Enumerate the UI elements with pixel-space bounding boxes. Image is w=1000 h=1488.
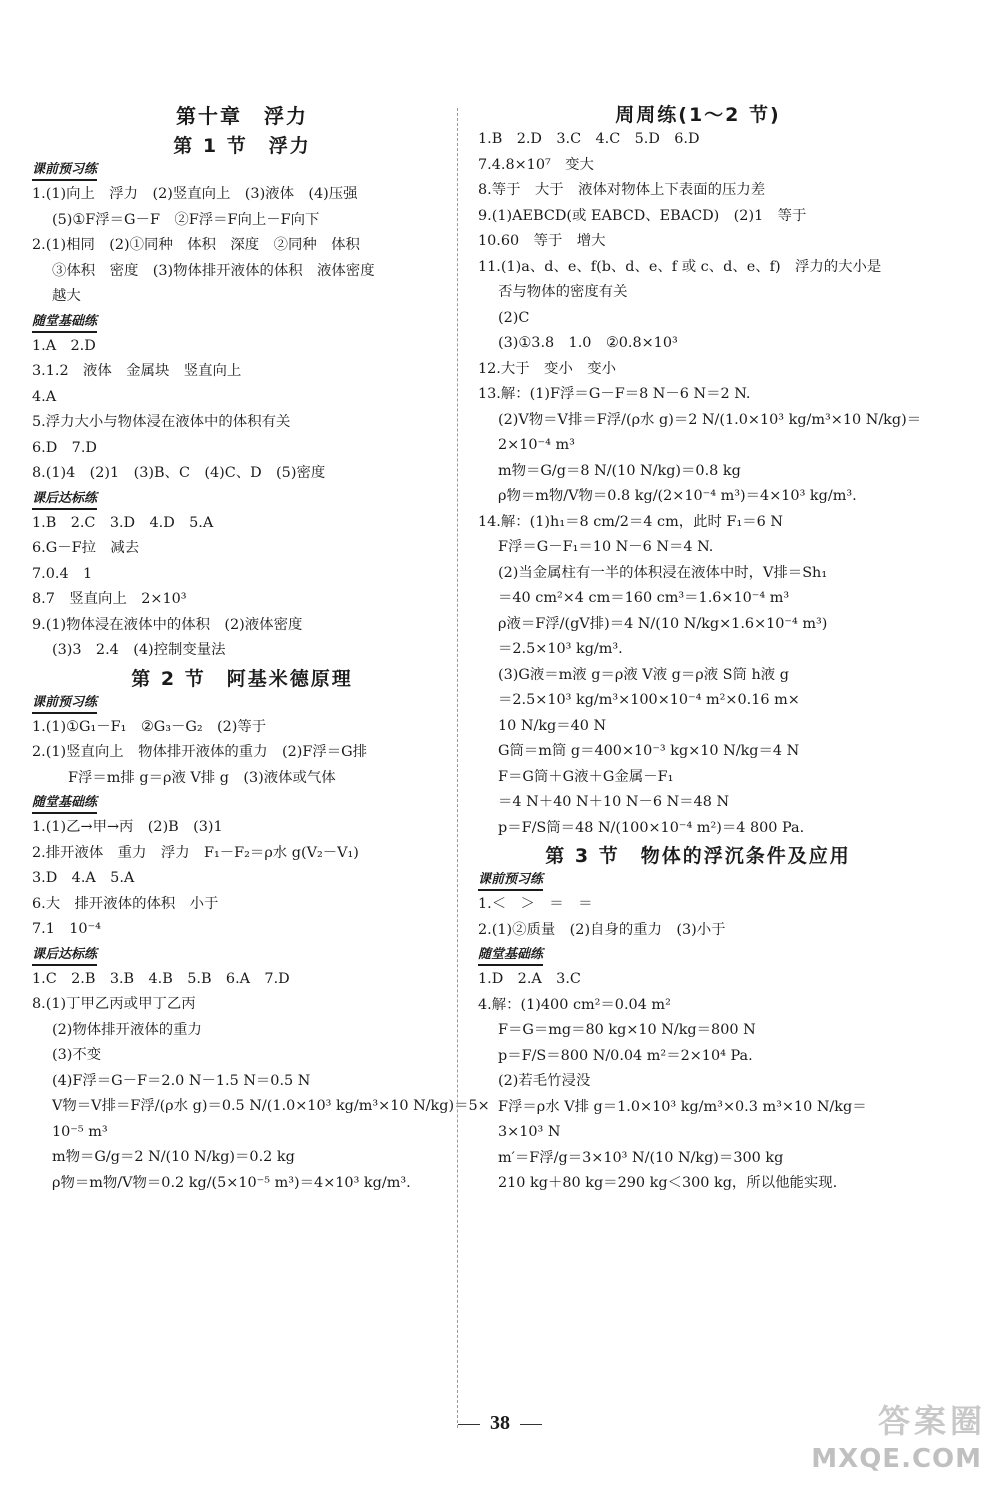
watermark-url: MXQE.COM [811, 1444, 982, 1474]
answer-line: 4.解：(1)400 cm²＝0.04 m² [478, 996, 671, 1013]
answer-line: (2)V物＝V排＝F浮/(ρ水 g)＝2 N/(1.0×10³ kg/m³×10 N/kg)＝ [498, 411, 922, 428]
answer-line: 1.(1)乙→甲→丙 (2)B (3)1 [32, 819, 223, 835]
answer-line: 3×10³ N [498, 1124, 561, 1140]
answer-line: 7.0.4 1 [32, 565, 93, 582]
s3-pre-label: 课前预习练 [478, 871, 543, 891]
answer-line: p＝F/S筒＝48 N/(100×10⁻⁴ m²)＝4 800 Pa. [498, 819, 805, 836]
answer-line: V物＝V排＝F浮/(ρ水 g)＝0.5 N/(1.0×10³ kg/m³×10 N/kg)＝5× [52, 1098, 490, 1114]
answer-line: p＝F/S＝800 N/0.04 m²＝2×10⁴ Pa. [498, 1047, 753, 1064]
answer-line: 6.大 排开液体的体积 小于 [32, 895, 219, 912]
answer-line: 7.4.8×10⁷ 变大 [478, 156, 594, 173]
answer-line: (3)①3.8 1.0 ②0.8×10³ [498, 335, 678, 351]
answer-line: 2.(1)②质量 (2)自身的重力 (3)小于 [478, 921, 726, 938]
answer-line: 否与物体的密度有关 [498, 284, 628, 300]
watermark [802, 1400, 992, 1480]
answer-line: 2.排开液体 重力 浮力 F₁－F₂＝ρ水 g(V₂－V₁) [32, 844, 359, 861]
answer-line: 10⁻⁵ m³ [52, 1123, 108, 1140]
s3-class-label: 随堂基础练 [478, 946, 543, 966]
answer-line: 6.G－F拉 减去 [32, 540, 140, 556]
answer-line: 10.60 等于 增大 [478, 233, 606, 249]
answer-line: 1.C 2.B 3.B 4.B 5.B 6.A 7.D [32, 970, 290, 987]
answer-line: 6.D 7.D [32, 439, 97, 456]
answer-line: (3)不变 [52, 1047, 102, 1063]
s2-class-label: 随堂基础练 [32, 794, 97, 814]
answer-line: (2)C [498, 309, 530, 326]
answer-line: (5)①F浮＝G－F ②F浮＝F向上－F向下 [52, 211, 320, 228]
answer-line: 12.大于 变小 变小 [478, 360, 617, 377]
answer-line: (2)当金属柱有一半的体积浸在液体中时，V排＝Sh₁ [498, 564, 828, 581]
answer-line: 2×10⁻⁴ m³ [498, 437, 575, 453]
answer-line: 1.＜ ＞ ＝ ＝ [478, 896, 593, 912]
answer-line: 8.(1)4 (2)1 (3)B、C (4)C、D (5)密度 [32, 465, 326, 481]
answer-line: 1.B 2.C 3.D 4.D 5.A [32, 514, 214, 531]
answer-line: 10 N/kg＝40 N [498, 717, 607, 734]
watermark-title: 答案圈 [877, 1402, 986, 1440]
answer-line: m物＝G/g＝2 N/(10 N/kg)＝0.2 kg [52, 1149, 295, 1165]
answer-line: ＝40 cm²×4 cm＝160 cm³＝1.6×10⁻⁴ m³ [498, 590, 790, 606]
answer-line: ③体积 密度 (3)物体排开液体的体积 液体密度 [52, 262, 375, 279]
chapter-title: 第十章 浮力 [176, 104, 308, 128]
answer-line: 9.(1)物体浸在液体中的体积 (2)液体密度 [32, 616, 303, 633]
answer-line: (2)若毛竹浸没 [498, 1073, 591, 1089]
answer-line: (3)3 2.4 (4)控制变量法 [52, 642, 226, 658]
dash-left [458, 1424, 480, 1425]
left-column [32, 100, 490, 1196]
answer-line: 8.(1)丁甲乙丙或甲丁乙丙 [32, 996, 196, 1012]
answer-line: F浮＝ρ水 V排 g＝1.0×10³ kg/m³×0.3 m³×10 N/kg＝ [498, 1098, 867, 1115]
answer-line: 1.A 2.D [32, 337, 96, 354]
answer-line: G筒＝m筒 g＝400×10⁻³ kg×10 N/kg＝4 N [498, 743, 800, 759]
column-divider [457, 108, 458, 1428]
s2-pre-label: 课前预习练 [32, 694, 97, 714]
answer-line: 8.等于 大于 液体对物体上下表面的压力差 [478, 182, 766, 198]
answer-line: (3)G液＝m液 g＝ρ液 V液 g＝ρ液 S筒 h液 g [498, 666, 789, 683]
answer-line: 3.1.2 液体 金属块 竖直向上 [32, 363, 242, 379]
answer-line: F＝G＝mg＝80 kg×10 N/kg＝800 N [498, 1022, 756, 1038]
answer-line: ＝2.5×10³ kg/m³×100×10⁻⁴ m²×0.16 m× [498, 692, 800, 708]
s1-post-label: 课后达标练 [32, 490, 97, 510]
section-2-title: 第 2 节 阿基米德原理 [131, 667, 353, 690]
answer-line: 1.D 2.A 3.C [478, 971, 581, 987]
answer-line: ＝4 N＋40 N＋10 N－6 N＝48 N [498, 794, 730, 810]
right-column [478, 100, 922, 1197]
answer-line: F浮＝m排 g＝ρ液 V排 g (3)液体或气体 [68, 769, 336, 786]
answer-line: 越大 [52, 288, 81, 304]
answer-line: 2.(1)竖直向上 物体排开液体的重力 (2)F浮＝G排 [32, 744, 368, 760]
answer-line: 1.(1)①G₁－F₁ ②G₃－G₂ (2)等于 [32, 718, 267, 735]
answer-line: 13.解：(1)F浮＝G－F＝8 N－6 N＝2 N. [478, 386, 751, 402]
answer-line: 1.B 2.D 3.C 4.C 5.D 6.D [478, 131, 700, 147]
dash-right [520, 1424, 542, 1425]
weekly-practice-title: 周周练(1～2 节) [615, 104, 781, 126]
answer-line: 11.(1)a、d、e、f(b、d、e、f 或 c、d、e、f) 浮力的大小是 [478, 258, 882, 275]
answer-line: 14.解：(1)h₁＝8 cm/2＝4 cm，此时 F₁＝6 N [478, 513, 783, 530]
answer-line: 5.浮力大小与物体浸在液体中的体积有关 [32, 414, 291, 430]
answer-line: 3.D 4.A 5.A [32, 870, 135, 886]
answer-line: 4.A [32, 388, 57, 405]
answer-line: 210 kg＋80 kg＝290 kg＜300 kg，所以他能实现. [498, 1175, 838, 1191]
s1-class-label: 随堂基础练 [32, 313, 97, 333]
answer-line: ＝2.5×10³ kg/m³. [498, 641, 623, 657]
page-number-text: 38 [490, 1412, 510, 1434]
section-3-title: 第 3 节 物体的浮沉条件及应用 [545, 845, 851, 867]
answer-line: m物＝G/g＝8 N/(10 N/kg)＝0.8 kg [498, 462, 741, 479]
answer-line: F浮＝G－F₁＝10 N－6 N＝4 N. [498, 539, 714, 555]
answer-line: (2)物体排开液体的重力 [52, 1021, 202, 1038]
answer-line: 9.(1)AEBCD(或 EABCD、EBACD) (2)1 等于 [478, 207, 807, 224]
answer-line: 7.1 10⁻⁴ [32, 921, 101, 937]
answer-line: ρ物＝m物/V物＝0.8 kg/(2×10⁻⁴ m³)＝4×10³ kg/m³. [498, 488, 857, 504]
answer-line: 8.7 竖直向上 2×10³ [32, 591, 187, 607]
answer-line: (4)F浮＝G－F＝2.0 N－1.5 N＝0.5 N [52, 1072, 311, 1089]
answer-line: 2.(1)相同 (2)①同种 体积 深度 ②同种 体积 [32, 237, 360, 253]
s2-post-label: 课后达标练 [32, 946, 97, 966]
answer-line: 1.(1)向上 浮力 (2)竖直向上 (3)液体 (4)压强 [32, 186, 358, 202]
s1-pre-label: 课前预习练 [32, 161, 97, 181]
answer-line: F＝G筒＋G液＋G金属－F₁ [498, 768, 674, 785]
section-1-title: 第 1 节 浮力 [173, 135, 311, 157]
answer-line: ρ液＝F浮/(gV排)＝4 N/(10 N/kg×1.6×10⁻⁴ m³) [498, 615, 828, 632]
answer-line: m′＝F浮/g＝3×10³ N/(10 N/kg)＝300 kg [498, 1149, 784, 1166]
answer-line: ρ物＝m物/V物＝0.2 kg/(5×10⁻⁵ m³)＝4×10³ kg/m³. [52, 1174, 411, 1191]
